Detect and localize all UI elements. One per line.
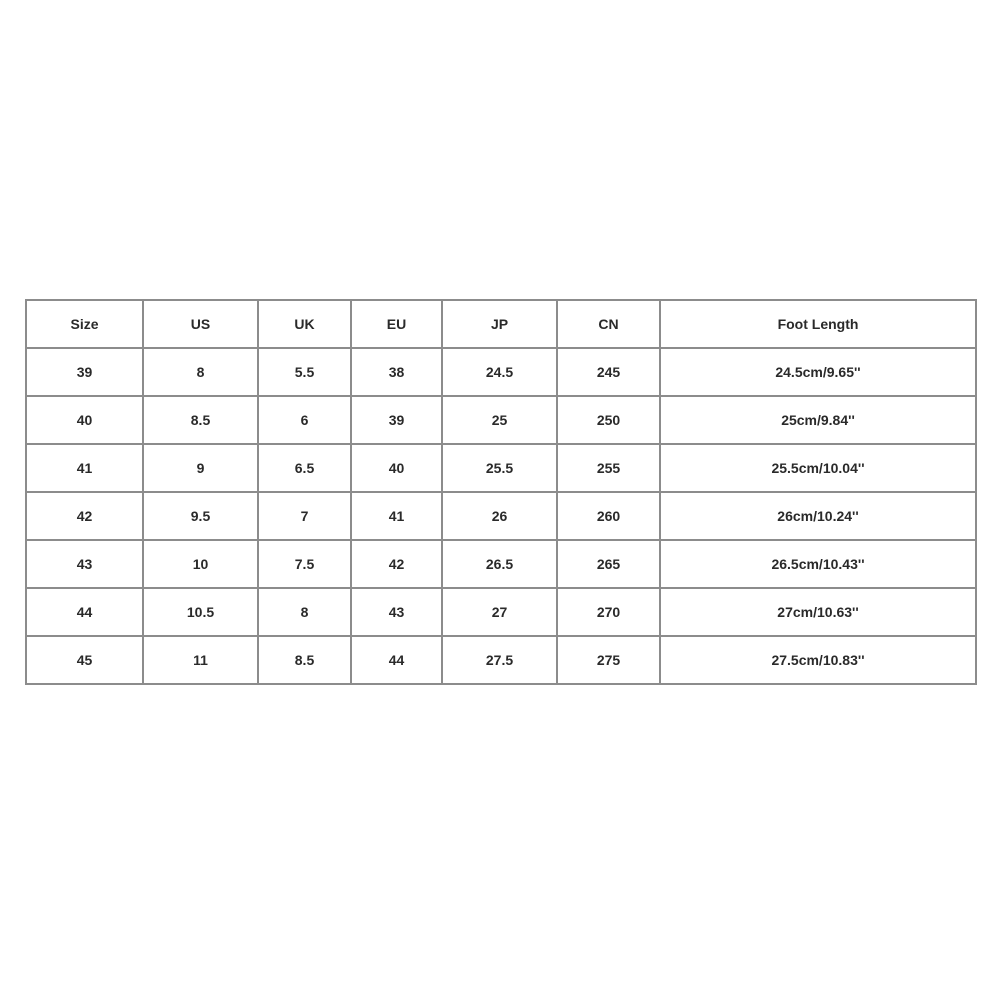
size-chart-body — [26, 348, 976, 684]
cell-us: 8.5 — [143, 396, 258, 444]
cell-us: 8 — [143, 348, 258, 396]
cell-jp: 25 — [442, 396, 557, 444]
table-row — [26, 588, 976, 636]
cell-cn: 245 — [557, 348, 660, 396]
header-uk: UK — [258, 300, 351, 348]
cell-jp: 27.5 — [442, 636, 557, 684]
cell-cn: 270 — [557, 588, 660, 636]
table-row — [26, 492, 976, 540]
cell-size: 39 — [26, 348, 143, 396]
cell-us: 9.5 — [143, 492, 258, 540]
header-size: Size — [26, 300, 143, 348]
cell-uk: 6.5 — [258, 444, 351, 492]
cell-jp: 26.5 — [442, 540, 557, 588]
cell-uk: 8.5 — [258, 636, 351, 684]
header-foot-length: Foot Length — [660, 300, 976, 348]
cell-size: 42 — [26, 492, 143, 540]
cell-foot-length: 24.5cm/9.65'' — [660, 348, 976, 396]
header-jp: JP — [442, 300, 557, 348]
header-us: US — [143, 300, 258, 348]
header-eu: EU — [351, 300, 442, 348]
cell-jp: 25.5 — [442, 444, 557, 492]
cell-size: 40 — [26, 396, 143, 444]
cell-uk: 5.5 — [258, 348, 351, 396]
cell-cn: 265 — [557, 540, 660, 588]
cell-eu: 38 — [351, 348, 442, 396]
header-cn: CN — [557, 300, 660, 348]
cell-uk: 8 — [258, 588, 351, 636]
cell-foot-length: 25.5cm/10.04'' — [660, 444, 976, 492]
cell-cn: 260 — [557, 492, 660, 540]
cell-size: 43 — [26, 540, 143, 588]
cell-foot-length: 25cm/9.84'' — [660, 396, 976, 444]
cell-foot-length: 26cm/10.24'' — [660, 492, 976, 540]
cell-foot-length: 27.5cm/10.83'' — [660, 636, 976, 684]
cell-us: 11 — [143, 636, 258, 684]
cell-eu: 41 — [351, 492, 442, 540]
cell-size: 45 — [26, 636, 143, 684]
cell-uk: 7 — [258, 492, 351, 540]
cell-uk: 7.5 — [258, 540, 351, 588]
table-row — [26, 396, 976, 444]
cell-eu: 42 — [351, 540, 442, 588]
table-row — [26, 444, 976, 492]
table-row — [26, 348, 976, 396]
cell-cn: 250 — [557, 396, 660, 444]
cell-foot-length: 26.5cm/10.43'' — [660, 540, 976, 588]
cell-size: 41 — [26, 444, 143, 492]
header-row — [26, 300, 976, 348]
cell-us: 9 — [143, 444, 258, 492]
cell-cn: 255 — [557, 444, 660, 492]
cell-us: 10.5 — [143, 588, 258, 636]
cell-size: 44 — [26, 588, 143, 636]
table-row — [26, 636, 976, 684]
cell-jp: 27 — [442, 588, 557, 636]
cell-eu: 43 — [351, 588, 442, 636]
cell-eu: 40 — [351, 444, 442, 492]
cell-jp: 24.5 — [442, 348, 557, 396]
cell-us: 10 — [143, 540, 258, 588]
cell-cn: 275 — [557, 636, 660, 684]
table-row — [26, 540, 976, 588]
size-chart-header — [26, 300, 976, 348]
size-chart-table — [25, 299, 977, 685]
cell-uk: 6 — [258, 396, 351, 444]
cell-foot-length: 27cm/10.63'' — [660, 588, 976, 636]
cell-jp: 26 — [442, 492, 557, 540]
cell-eu: 39 — [351, 396, 442, 444]
cell-eu: 44 — [351, 636, 442, 684]
